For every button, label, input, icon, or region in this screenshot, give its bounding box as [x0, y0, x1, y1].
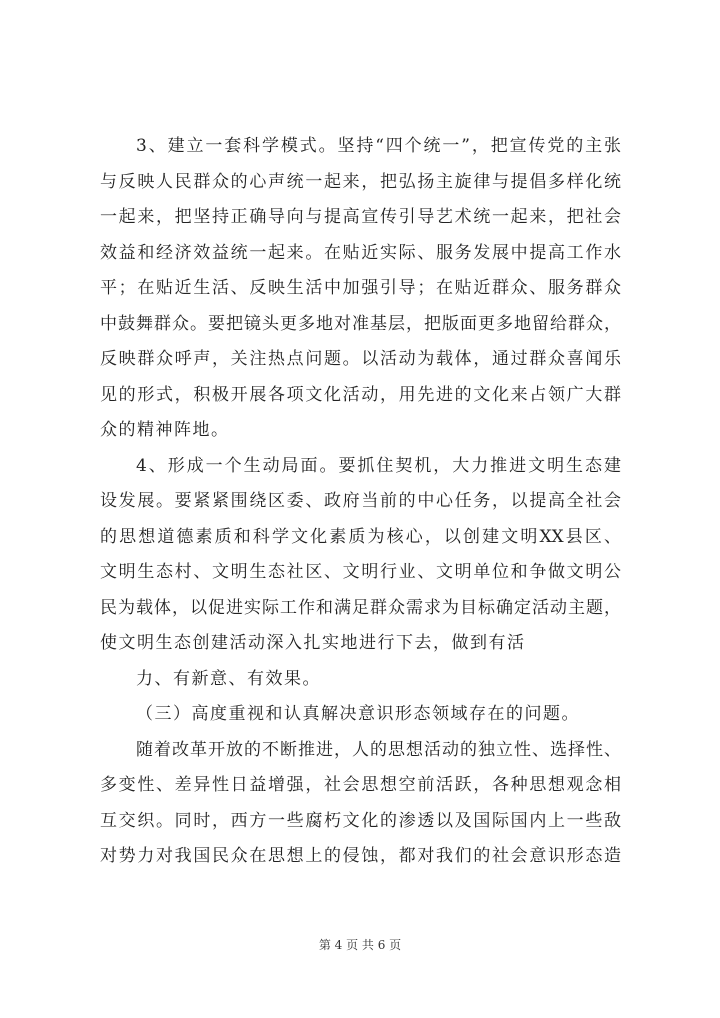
text-line: 的思想道德素质和科学文化素质为核心，以创建文明XX县区、 — [100, 526, 621, 547]
text-line: 互交织。同时，西方一些腐朽文化的渗透以及国际国内上一些敌 — [100, 810, 621, 831]
text-line: 一起来，把坚持正确导向与提高宣传引导艺术统一起来，把社会 — [100, 207, 621, 227]
text-line: 中鼓舞群众。要把镜头更多地对准基层，把版面更多地留给群众， — [100, 313, 621, 334]
text-line: 力、有新意、有效果。 — [136, 668, 321, 689]
text-line: 众的精神阵地。 — [100, 420, 230, 440]
text-line: 设发展。要紧紧围绕区委、政府当前的中心任务，以提高全社会 — [100, 491, 621, 511]
text-line: 见的形式，积极开展各项文化活动，用先进的文化来占领广大群 — [100, 384, 621, 405]
text-line: 文明生态村、文明生态社区、文明行业、文明单位和争做文明公 — [100, 562, 621, 582]
text-line: （三）高度重视和认真解决意识形态领域存在的问题。 — [136, 704, 580, 724]
text-line: 平；在贴近生活、反映生活中加强引导；在贴近群众、服务群众 — [100, 278, 621, 298]
text-line: 对势力对我国民众在思想上的侵蚀，都对我们的社会意识形态造 — [100, 846, 621, 866]
text-line: 随着改革开放的不断推进，人的思想活动的独立性、选择性、 — [136, 739, 621, 760]
text-line: 多变性、差异性日益增强，社会思想空前活跃，各种思想观念相 — [100, 775, 621, 795]
text-line: 使文明生态创建活动深入扎实地进行下去，做到有活 — [100, 633, 526, 653]
text-line: 效益和经济效益统一起来。在贴近实际、服务发展中提高工作水 — [100, 242, 621, 263]
text-line: 民为载体，以促进实际工作和满足群众需求为目标确定活动主题， — [100, 597, 621, 618]
page-footer: 第 4 页 共 6 页 — [318, 938, 402, 952]
document-body — [100, 129, 621, 875]
text-line: 4、形成一个生动局面。要抓住契机，大力推进文明生态建 — [136, 455, 621, 476]
text-line: 与反映人民群众的心声统一起来，把弘扬主旋律与提倡多样化统 — [100, 171, 621, 192]
text-line: 3、建立一套科学模式。坚持“四个统一”，把宣传党的主张 — [136, 136, 621, 156]
text-line: 反映群众呼声，关注热点问题。以活动为载体，通过群众喜闻乐 — [100, 349, 621, 369]
